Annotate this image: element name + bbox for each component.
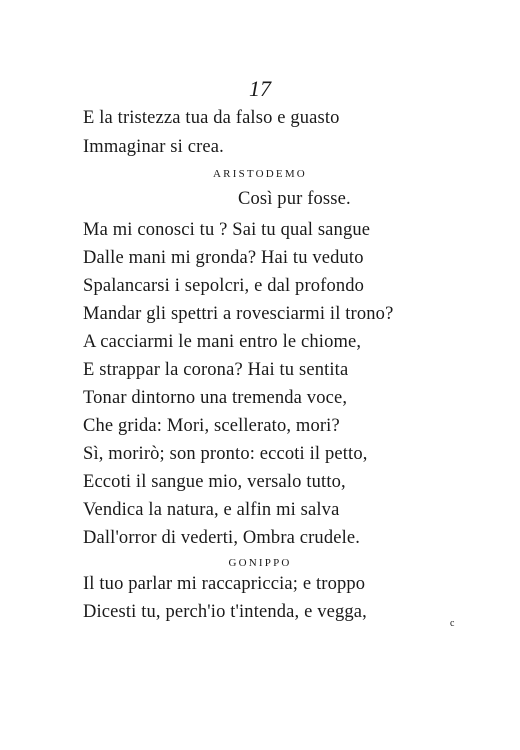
speaker-name: GONIPPO <box>228 557 292 569</box>
verse-line: Tonar dintorno una tremenda voce, <box>83 388 348 408</box>
verse-line: E la tristezza tua da falso e guasto <box>83 108 340 128</box>
verse-line: Mandar gli spettri a rovesciarmi il trono? <box>83 304 394 324</box>
verse-line: Che grida: Mori, scellerato, mori? <box>83 416 340 436</box>
verse-line: Dalle mani mi gronda? Hai tu veduto <box>83 248 364 268</box>
verse-line: E strappar la corona? Hai tu sentita <box>83 360 349 380</box>
verse-line: Dall'orror di vederti, Ombra crudele. <box>83 528 361 548</box>
verse-line: Ma mi conosci tu ? Sai tu qual sangue <box>83 220 371 240</box>
catchword: c <box>450 618 455 629</box>
verse-line: Immaginar si crea. <box>83 137 224 157</box>
verse-line: Eccoti il sangue mio, versalo tutto, <box>83 472 346 492</box>
verse-line: Sì, morirò; son pronto: eccoti il petto, <box>83 444 368 464</box>
page-number: 17 <box>249 76 271 101</box>
verse-line: Dicesti tu, perch'io t'intenda, e vegga, <box>83 602 367 622</box>
verse-line-continuation: Così pur fosse. <box>238 189 351 209</box>
verse-line: Il tuo parlar mi raccapriccia; e troppo <box>83 574 366 594</box>
verse-line: Spalancarsi i sepolcri, e dal profondo <box>83 276 365 296</box>
verse-line: Vendica la natura, e alfin mi salva <box>83 500 340 520</box>
verse-line: A cacciarmi le mani entro le chiome, <box>83 332 362 352</box>
speaker-name: ARISTODEMO <box>213 168 307 180</box>
